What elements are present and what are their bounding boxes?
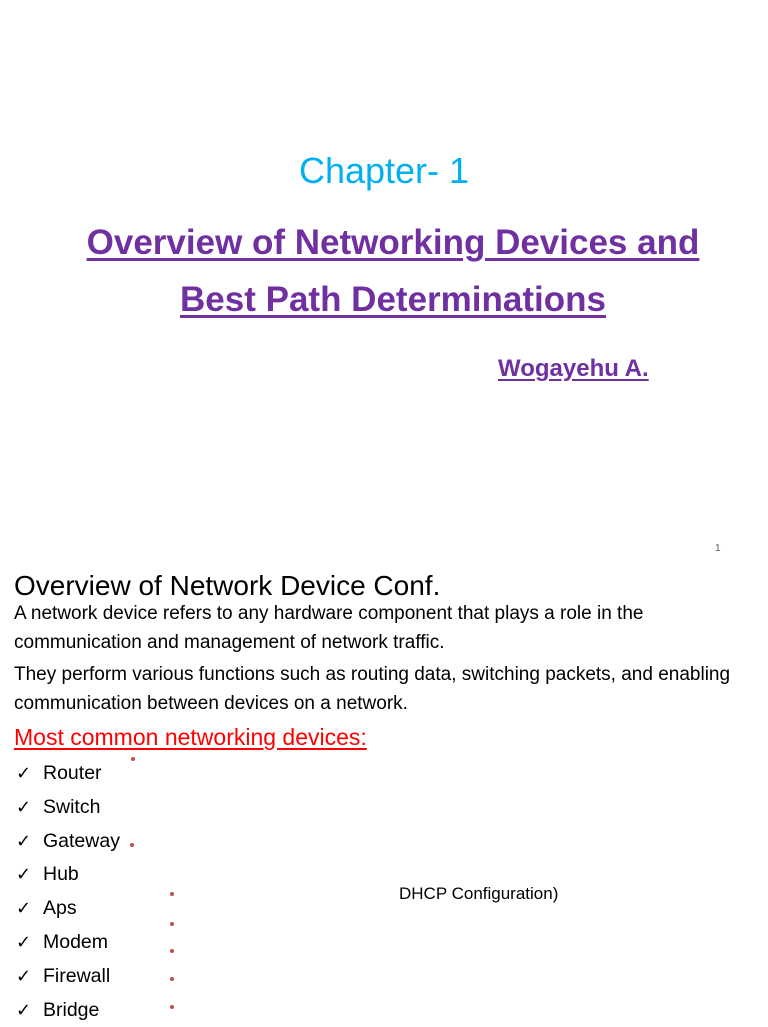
- check-icon: ✓: [16, 763, 32, 783]
- device-label: Aps: [43, 897, 77, 920]
- device-label: Bridge: [43, 998, 100, 1021]
- list-item: [16, 825, 120, 859]
- device-label: Modem: [43, 930, 109, 953]
- device-label: Router: [43, 762, 102, 784]
- check-icon: ✓: [16, 931, 32, 952]
- list-item: [16, 994, 120, 1027]
- device-label: Gateway: [43, 829, 120, 852]
- check-icon: ✓: [16, 864, 32, 885]
- bullet-dot: [170, 892, 174, 896]
- bullet-dot: [170, 949, 174, 953]
- title-line-2: Best Path Determinations: [180, 280, 606, 319]
- chapter-heading: Chapter- 1: [298, 150, 470, 191]
- bullet-dot: [170, 922, 174, 926]
- dhcp-configuration-text: DHCP Configuration): [399, 884, 559, 903]
- device-label: Firewall: [43, 964, 111, 987]
- bullet-dot: [131, 757, 135, 761]
- check-icon: ✓: [16, 999, 32, 1020]
- device-label: Hub: [43, 863, 79, 886]
- list-item: [16, 926, 120, 960]
- check-icon: ✓: [16, 830, 32, 851]
- list-item: [16, 892, 120, 926]
- check-icon: ✓: [16, 796, 32, 817]
- page-number: 1: [715, 543, 721, 554]
- paragraph-functions: They perform various functions such as routing data, switching packets, and enabling communication between devices on a network.: [14, 664, 731, 714]
- list-item: [16, 960, 120, 994]
- check-icon: ✓: [16, 898, 32, 919]
- bullet-dot: [130, 843, 134, 847]
- title-line-1: Overview of Networking Devices and: [86, 223, 700, 262]
- author-name: Wogayehu A.: [498, 355, 649, 382]
- device-list: [16, 757, 120, 1027]
- list-heading: Most common networking devices:: [14, 724, 367, 750]
- bullet-dot: [170, 1005, 174, 1009]
- paragraph-definition: A network device refers to any hardware component that plays a role in the communication and management of network traffic.: [14, 603, 644, 653]
- slide-title: Overview of Network Device Conf.: [14, 570, 441, 601]
- check-icon: ✓: [16, 965, 32, 986]
- list-item: [16, 791, 120, 825]
- list-item: [16, 757, 120, 791]
- device-label: Switch: [43, 795, 101, 818]
- bullet-dot: [170, 977, 174, 981]
- list-item: [16, 858, 120, 892]
